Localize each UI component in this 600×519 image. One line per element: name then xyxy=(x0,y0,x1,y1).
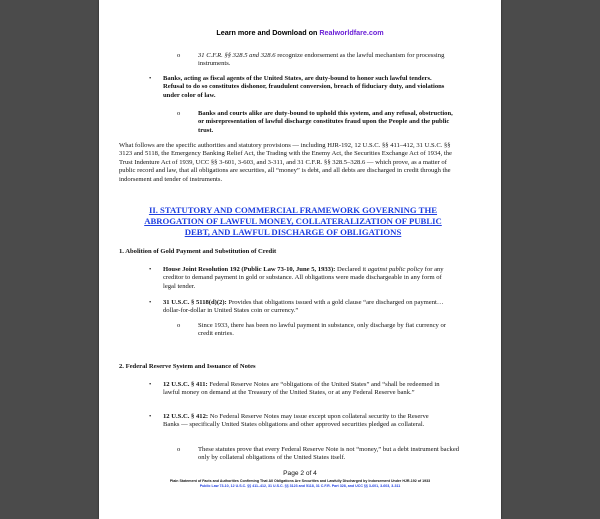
usc-411-body: Federal Reserve Notes are “obligations of the United States” and “shall be redeemed in lawful money on demand at the Treasury of the United States, or at any Federal Reserve bank.” xyxy=(163,381,440,397)
hjr-post: for any creditor to demand payment in gold or substance. All obligations were made dischargeable in any form of legal tender. xyxy=(163,266,444,290)
hjr-192-text xyxy=(163,266,445,291)
usc-5118-label: 31 U.S.C. § 5118(d)(2): xyxy=(163,299,227,306)
subsection-2-heading: 2. Federal Reserve System and Issuance of Notes xyxy=(119,363,256,370)
usc-5118-text xyxy=(163,299,445,316)
usc-412-body: No Federal Reserve Notes may issue except upon collateral security to the Reserve Banks — specifically United States obligations and other approved securities pledged as collateral. xyxy=(163,413,429,429)
banks-fiscal-agents-text: Banks, acting as fiscal agents of the United States, are duty-bound to honor such lawful tenders. Refusal to do so constitutes dishonor, fraudulent conversion, breach of fiduciary duty, and violations under color of law. xyxy=(163,75,445,99)
circle-bullet-icon: o xyxy=(177,110,181,117)
usc-411-label: 12 U.S.C. § 411: xyxy=(163,381,208,388)
banks-courts-text: Banks and courts alike are duty-bound to uphold this system, and any refusal, obstruction, or misrepresentation of lawful discharge constitutes fraud upon the People and the public trust. xyxy=(198,110,453,134)
cfr-citation: 31 C.F.R. §§ 328.5 and 328.6 xyxy=(198,52,276,59)
hjr-label: House Joint Resolution 192 (Public Law 73-10, June 5, 1933): xyxy=(163,266,336,273)
circle-bullet-icon: o xyxy=(177,446,181,453)
usc-412-label: 12 U.S.C. § 412: xyxy=(163,413,209,420)
since-1933-text: Since 1933, there has been no lawful payment in substance, only discharge by fiat currency or credit entries. xyxy=(198,322,446,338)
circle-bullet-icon: o xyxy=(177,322,181,329)
header-prefix: Learn more and Download on xyxy=(216,28,320,37)
section-title-link[interactable]: II. STATUTORY AND COMMERCIAL FRAMEWORK GOVERNING THE ABROGATION OF LAWFUL MONEY, COLLATERALIZATION OF PUBLIC DEBT, AND LAWFUL DISCHARGE OF OBLIGATIONS xyxy=(144,205,442,237)
footer-line-2: Public Law 73-10, 12 U.S.C. §§ 411–412, 31 U.S.C. §§ 3123 and 5118, 31 C.F.R. Part 328, and UCC §§ 3-601, 3-603, 3-311 xyxy=(199,483,401,488)
usc-5118-body: Provides that obligations issued with a gold clause “are discharged on payment… dollar-for-dollar in United States coin or currency.” xyxy=(163,299,444,315)
hjr-italic: against public policy xyxy=(367,266,424,273)
document-page xyxy=(99,0,501,519)
usc-412-text xyxy=(163,413,445,430)
bullet-icon: • xyxy=(149,75,152,82)
intro-paragraph: What follows are the specific authorities and statutory provisions — including HJR-192, 12 U.S.C. §§ 411–412, 31 U.S.C. §§ 3123 and 5118, the Emergency Banking Relief Act, the Trading with the Enemy Act, the Securities Exchange Act of 1934, the Trust Indenture Act of 1939, UCC §§ 3-601, 3-603, and 3-311, and 31 C.F.R. §§ 328.5–328.6 — which prove, as a matter of public record and law, that all obligations are securities, all “money” is debt, and all debts are discharged in credit through the indorsement and tender of instruments. xyxy=(119,142,452,183)
bullet-icon: • xyxy=(149,413,152,420)
hjr-pre: Declared it xyxy=(335,266,368,273)
subsection-1-heading: 1. Abolition of Gold Payment and Substitution of Credit xyxy=(119,248,277,255)
statutes-prove-text: These statutes prove that every Federal Reserve Note is not “money,” but a debt instrument backed only by collateral obligations of the United States itself. xyxy=(198,446,460,462)
bullet-icon: • xyxy=(149,266,152,273)
page-header xyxy=(99,28,501,37)
page-footer xyxy=(119,479,481,488)
bullet-icon: • xyxy=(149,381,152,388)
circle-bullet-icon: o xyxy=(177,52,181,59)
page-number: Page 2 of 4 xyxy=(283,470,317,477)
site-link[interactable]: Realworldfare.com xyxy=(319,28,384,37)
usc-411-text xyxy=(163,381,445,398)
cfr-text: recognize endorsement as the lawful mechanism for processing instruments. xyxy=(198,52,445,68)
footer-line-1: Plain Statement of Facts and Authorities Confirming That All Obligations Are Securities and Lawfully Discharged by Indorsement Under HJR-192 of 1933 xyxy=(169,479,431,483)
bullet-icon: • xyxy=(149,299,152,306)
cfr-endorsement-text xyxy=(198,52,468,69)
